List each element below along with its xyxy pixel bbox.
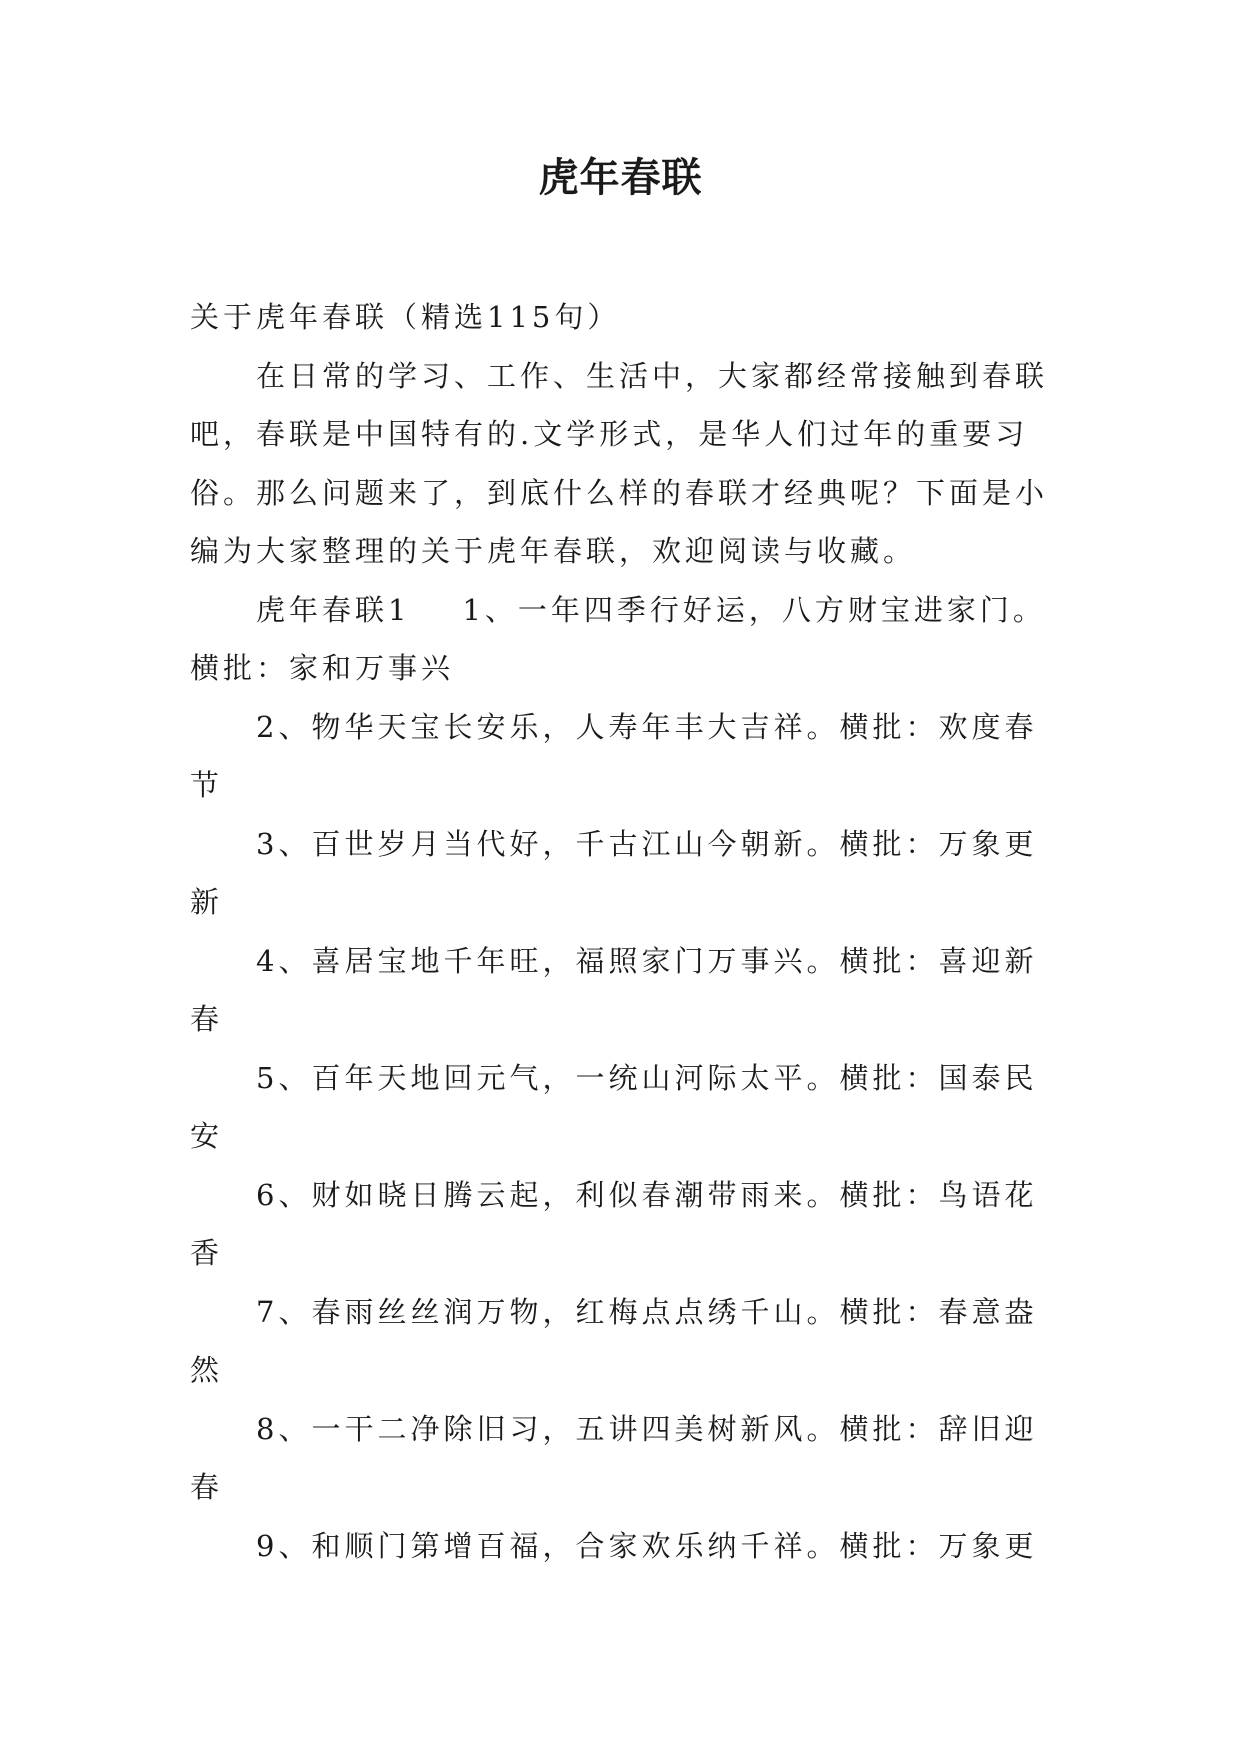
couplet-item-1: 1、一年四季行好运，八方财宝进家门。横批：家和万事兴 bbox=[190, 592, 1046, 685]
page-title: 虎年春联 bbox=[538, 154, 703, 201]
couplet-item-9: 9、和顺门第增百福，合家欢乐纳千祥。横批：万象更 bbox=[256, 1528, 1038, 1563]
first-couplet-paragraph bbox=[190, 581, 1060, 698]
couplet-item-2: 2、物华天宝长安乐，人寿年丰大吉祥。横批：欢度春节 bbox=[190, 709, 1038, 802]
intro-paragraph: 在日常的学习、工作、生活中，大家都经常接触到春联吧，春联是中国特有的.文学形式，是华人们过年的重要习俗。那么问题来了，到底什么样的春联才经典呢？下面是小编为大家整理的关于虎年春联，欢迎阅读与收藏。 bbox=[190, 358, 1049, 568]
couplet-item-5: 5、百年天地回元气，一统山河际太平。横批：国泰民安 bbox=[190, 1060, 1038, 1153]
couplet-item-6: 6、财如晓日腾云起，利似春潮带雨来。横批：鸟语花香 bbox=[190, 1177, 1038, 1270]
couplet-item-4: 4、喜居宝地千年旺，福照家门万事兴。横批：喜迎新春 bbox=[190, 943, 1038, 1036]
couplet-item-3: 3、百世岁月当代好，千古江山今朝新。横批：万象更新 bbox=[190, 826, 1038, 919]
couplet-item-8: 8、一干二净除旧习，五讲四美树新风。横批：辞旧迎春 bbox=[190, 1411, 1038, 1504]
couplet-item-7: 7、春雨丝丝润万物，红梅点点绣千山。横批：春意盎然 bbox=[190, 1294, 1038, 1387]
section-heading: 虎年春联1 bbox=[256, 592, 411, 627]
subtitle: 关于虎年春联（精选115句） bbox=[190, 300, 621, 334]
document-body bbox=[190, 288, 1060, 1575]
